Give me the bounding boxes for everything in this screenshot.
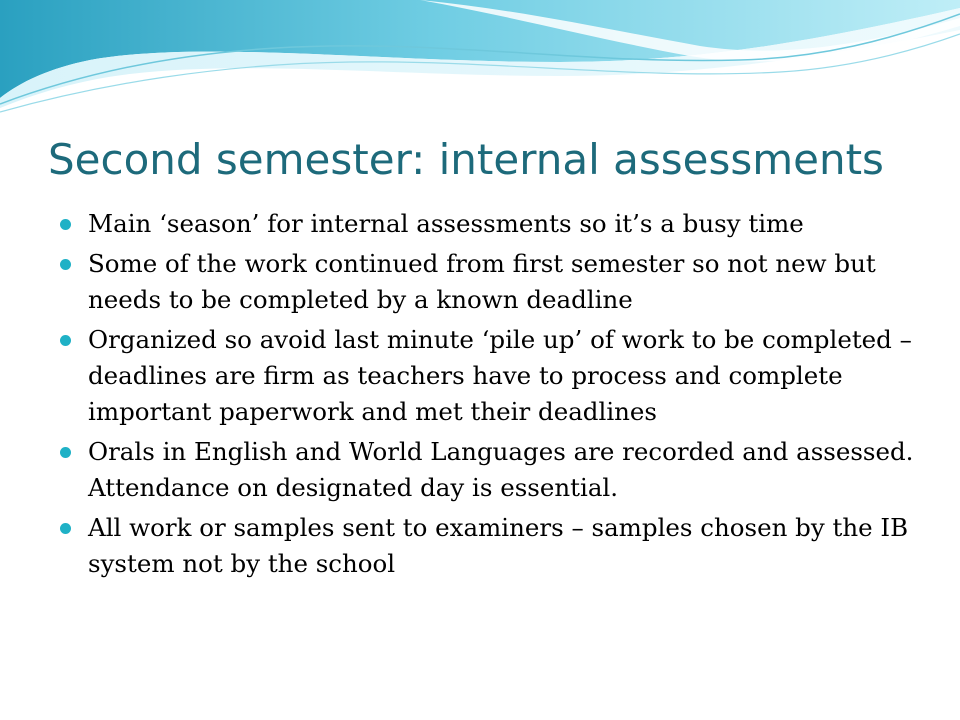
bullet-item xyxy=(60,246,920,318)
bullet-list xyxy=(60,206,920,586)
bullet-item xyxy=(60,434,920,506)
bullet-item xyxy=(60,322,920,430)
bullet-text: Main ‘season’ for internal assessments so it’s a busy time xyxy=(88,209,804,238)
bullet-dot-icon xyxy=(60,523,71,534)
bullet-dot-icon xyxy=(60,219,71,230)
bullet-text: Organized so avoid last minute ‘pile up’ of work to be completed – deadlines are firm as teachers have to process and complete important paperwork and met their deadlines xyxy=(88,325,912,426)
bullet-item xyxy=(60,206,920,242)
bullet-text: All work or samples sent to examiners – samples chosen by the IB system not by the school xyxy=(88,513,909,578)
bullet-dot-icon xyxy=(60,259,71,270)
bullet-dot-icon xyxy=(60,447,71,458)
bullet-text: Some of the work continued from first semester so not new but needs to be completed by a known deadline xyxy=(88,249,876,314)
bullet-text: Orals in English and World Languages are recorded and assessed. Attendance on designated day is essential. xyxy=(88,437,914,502)
header-wave-decoration xyxy=(0,0,960,120)
bullet-item xyxy=(60,510,920,582)
slide-title: Second semester: internal assessments xyxy=(48,135,884,184)
bullet-dot-icon xyxy=(60,335,71,346)
